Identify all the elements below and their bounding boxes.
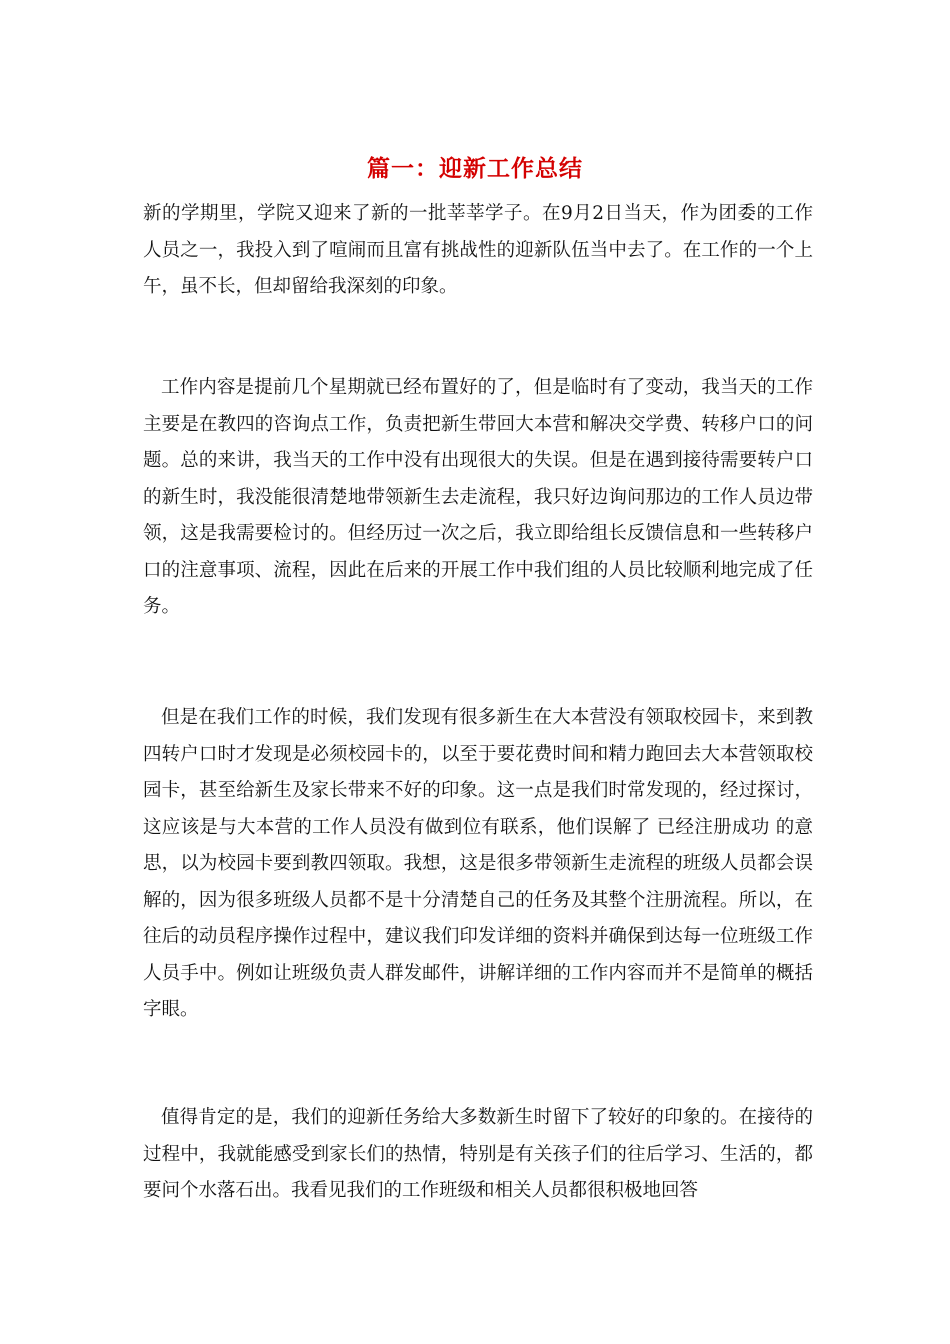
paragraph-positive: 值得肯定的是，我们的迎新任务给大多数新生时留下了较好的印象的。在接待的过程中，我就能感受到家长们的热情，特别是有关孩子们的往后学习、生活的，都要问个水落石出。我看见我们的工作班级和相关人员都很积极地回答: [143, 1107, 813, 1201]
document-title: 篇一：迎新工作总结: [367, 156, 583, 182]
paragraph-intro: 新的学期里，学院又迎来了新的一批莘莘学子。在9月2日当天，作为团委的工作人员之一，我投入到了喧闹而且富有挑战性的迎新队伍当中去了。在工作的一个上午，虽不长，但却留给我深刻的印象。: [143, 203, 813, 297]
paragraph-work-content: 工作内容是提前几个星期就已经布置好的了，但是临时有了变动，我当天的工作主要是在教四的咨询点工作，负责把新生带回大本营和解决交学费、转移户口的问题。总的来讲，我当天的工作中没有出现很大的失误。但是在遇到接待需要转户口的新生时，我没能很清楚地带领新生去走流程，我只好边询问那边的工作人员边带领，这是我需要检讨的。但经历过一次之后，我立即给组长反馈信息和一些转移户口的注意事项、流程，因此在后来的开展工作中我们组的人员比较顺利地完成了任务。: [143, 377, 813, 617]
paragraph-problems: 但是在我们工作的时候，我们发现有很多新生在大本营没有领取校园卡，来到教四转户口时才发现是必须校园卡的，以至于要花费时间和精力跑回去大本营领取校园卡，甚至给新生及家长带来不好的印象。这一点是我们时常发现的，经过探讨，这应该是与大本营的工作人员没有做到位有联系，他们误解了 已经注册成功 的意思，以为校园卡要到教四领取。我想，这是很多带领新生走流程的班级人员都会误解的，因为很多班级人员都不是十分清楚自己的任务及其整个注册流程。所以，在往后的动员程序操作过程中，建议我们印发详细的资料并确保到达每一位班级工作人员手中。例如让班级负责人群发邮件，讲解详细的工作内容而并不是简单的概括字眼。: [143, 707, 813, 1020]
